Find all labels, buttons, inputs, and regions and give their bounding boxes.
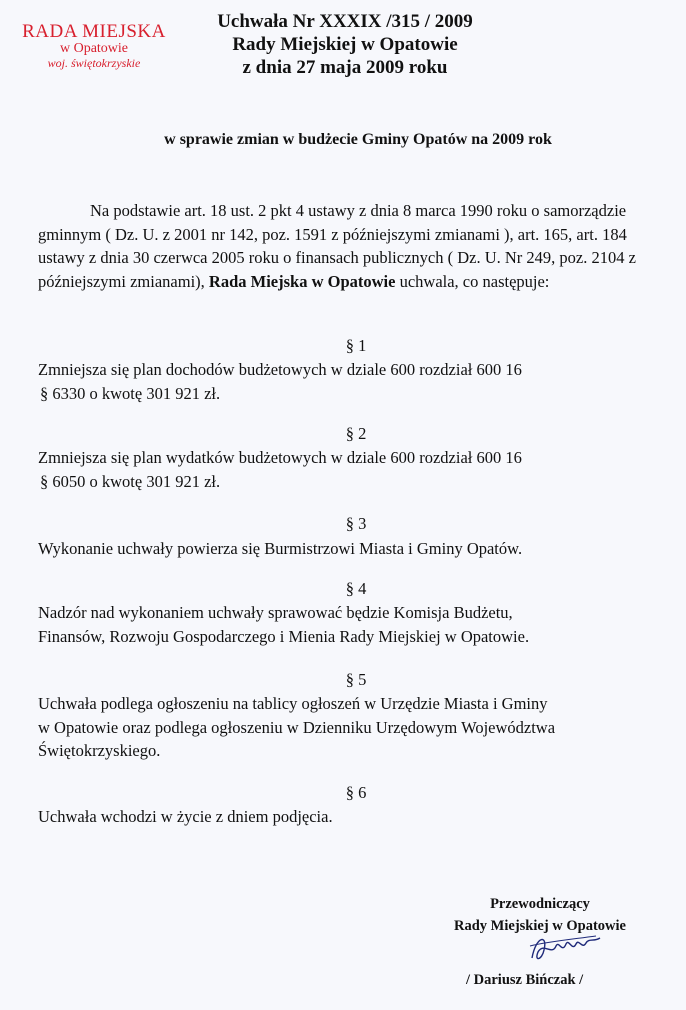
preamble-text: Na podstawie art. 18 ust. 2 pkt 4 ustawy z dnia 8 marca 1990 roku o samorządzie gminnym ( Dz. U. z 2001 nr 142, poz. 1591 z późniejszymi zmianami ), art. 165, art. 184 ustawy z dnia 30 czerwca 2005 roku o finansach publicznych ( Dz. U. Nr 249, poz. 2104 z późniejszymi zmianami), [38, 201, 636, 291]
stamp-line-1: RADA MIEJSKA [22, 21, 166, 42]
paragraph-sign: § 5 [345, 670, 367, 689]
council-stamp [14, 22, 174, 69]
paragraph-line: Świętokrzyskiego. [38, 741, 161, 760]
paragraph-body [38, 358, 668, 405]
resolution-council: Rady Miejskiej w Opatowie [232, 34, 458, 55]
paragraph-line: Finansów, Rozwoju Gospodarczego i Mienia Rady Miejskiej w Opatowie. [38, 626, 530, 646]
paragraph-line: § 6050 o kwotę 301 921 zł. [40, 471, 221, 491]
stamp-line-3: woj. świętokrzyskie [47, 55, 141, 70]
resolution-header [180, 10, 510, 79]
signature-council: Rady Miejskiej w Opatowie [454, 918, 626, 934]
paragraph-line: Uchwała podlega ogłoszeniu na tablicy ogłoszeń w Urzędzie Miasta i Gminy [38, 694, 548, 713]
paragraph-sign: § 3 [345, 514, 367, 533]
resolution-subject: w sprawie zmian w budżecie Gminy Opatów na 2009 rok [164, 131, 552, 148]
stamp-line-2: w Opatowie [59, 40, 129, 56]
preamble-tail: uchwala, co następuje: [395, 271, 550, 291]
paragraph-sign: § 1 [345, 336, 367, 355]
paragraph-line: Nadzór nad wykonaniem uchwały sprawować będzie Komisja Budżetu, [38, 603, 513, 622]
paragraph-sign: § 6 [345, 783, 367, 802]
handwritten-signature [526, 928, 606, 968]
paragraph-body [38, 537, 668, 561]
paragraph-sign: § 4 [345, 579, 367, 598]
paragraph-line: Uchwała wchodzi w życie z dniem podjęcia. [38, 807, 333, 826]
paragraph-body [38, 805, 668, 829]
paragraph-body [38, 692, 668, 763]
signature-role: Przewodniczący [490, 896, 590, 912]
paragraph-body [38, 601, 668, 648]
paragraph-sign: § 2 [345, 424, 367, 443]
paragraph-line: Zmniejsza się plan wydatków budżetowych w dziale 600 rozdział 600 16 [38, 448, 522, 467]
resolution-date: z dnia 27 maja 2009 roku [242, 57, 448, 78]
paragraph-body [38, 446, 668, 493]
paragraph-line: § 6330 o kwotę 301 921 zł. [40, 383, 221, 403]
paragraph-line: Wykonanie uchwały powierza się Burmistrzowi Miasta i Gminy Opatów. [38, 539, 523, 558]
preamble [38, 199, 650, 293]
preamble-bold: Rada Miejska w Opatowie [208, 271, 396, 291]
paragraph-line: w Opatowie oraz podlega ogłoszeniu w Dzienniku Urzędowym Województwa [38, 717, 556, 737]
paragraph-line: Zmniejsza się plan dochodów budżetowych w dziale 600 rozdział 600 16 [38, 360, 522, 379]
signatory-name: / Dariusz Bińczak / [466, 972, 584, 988]
resolution-title: Uchwała Nr XXXIX /315 / 2009 [217, 11, 473, 32]
